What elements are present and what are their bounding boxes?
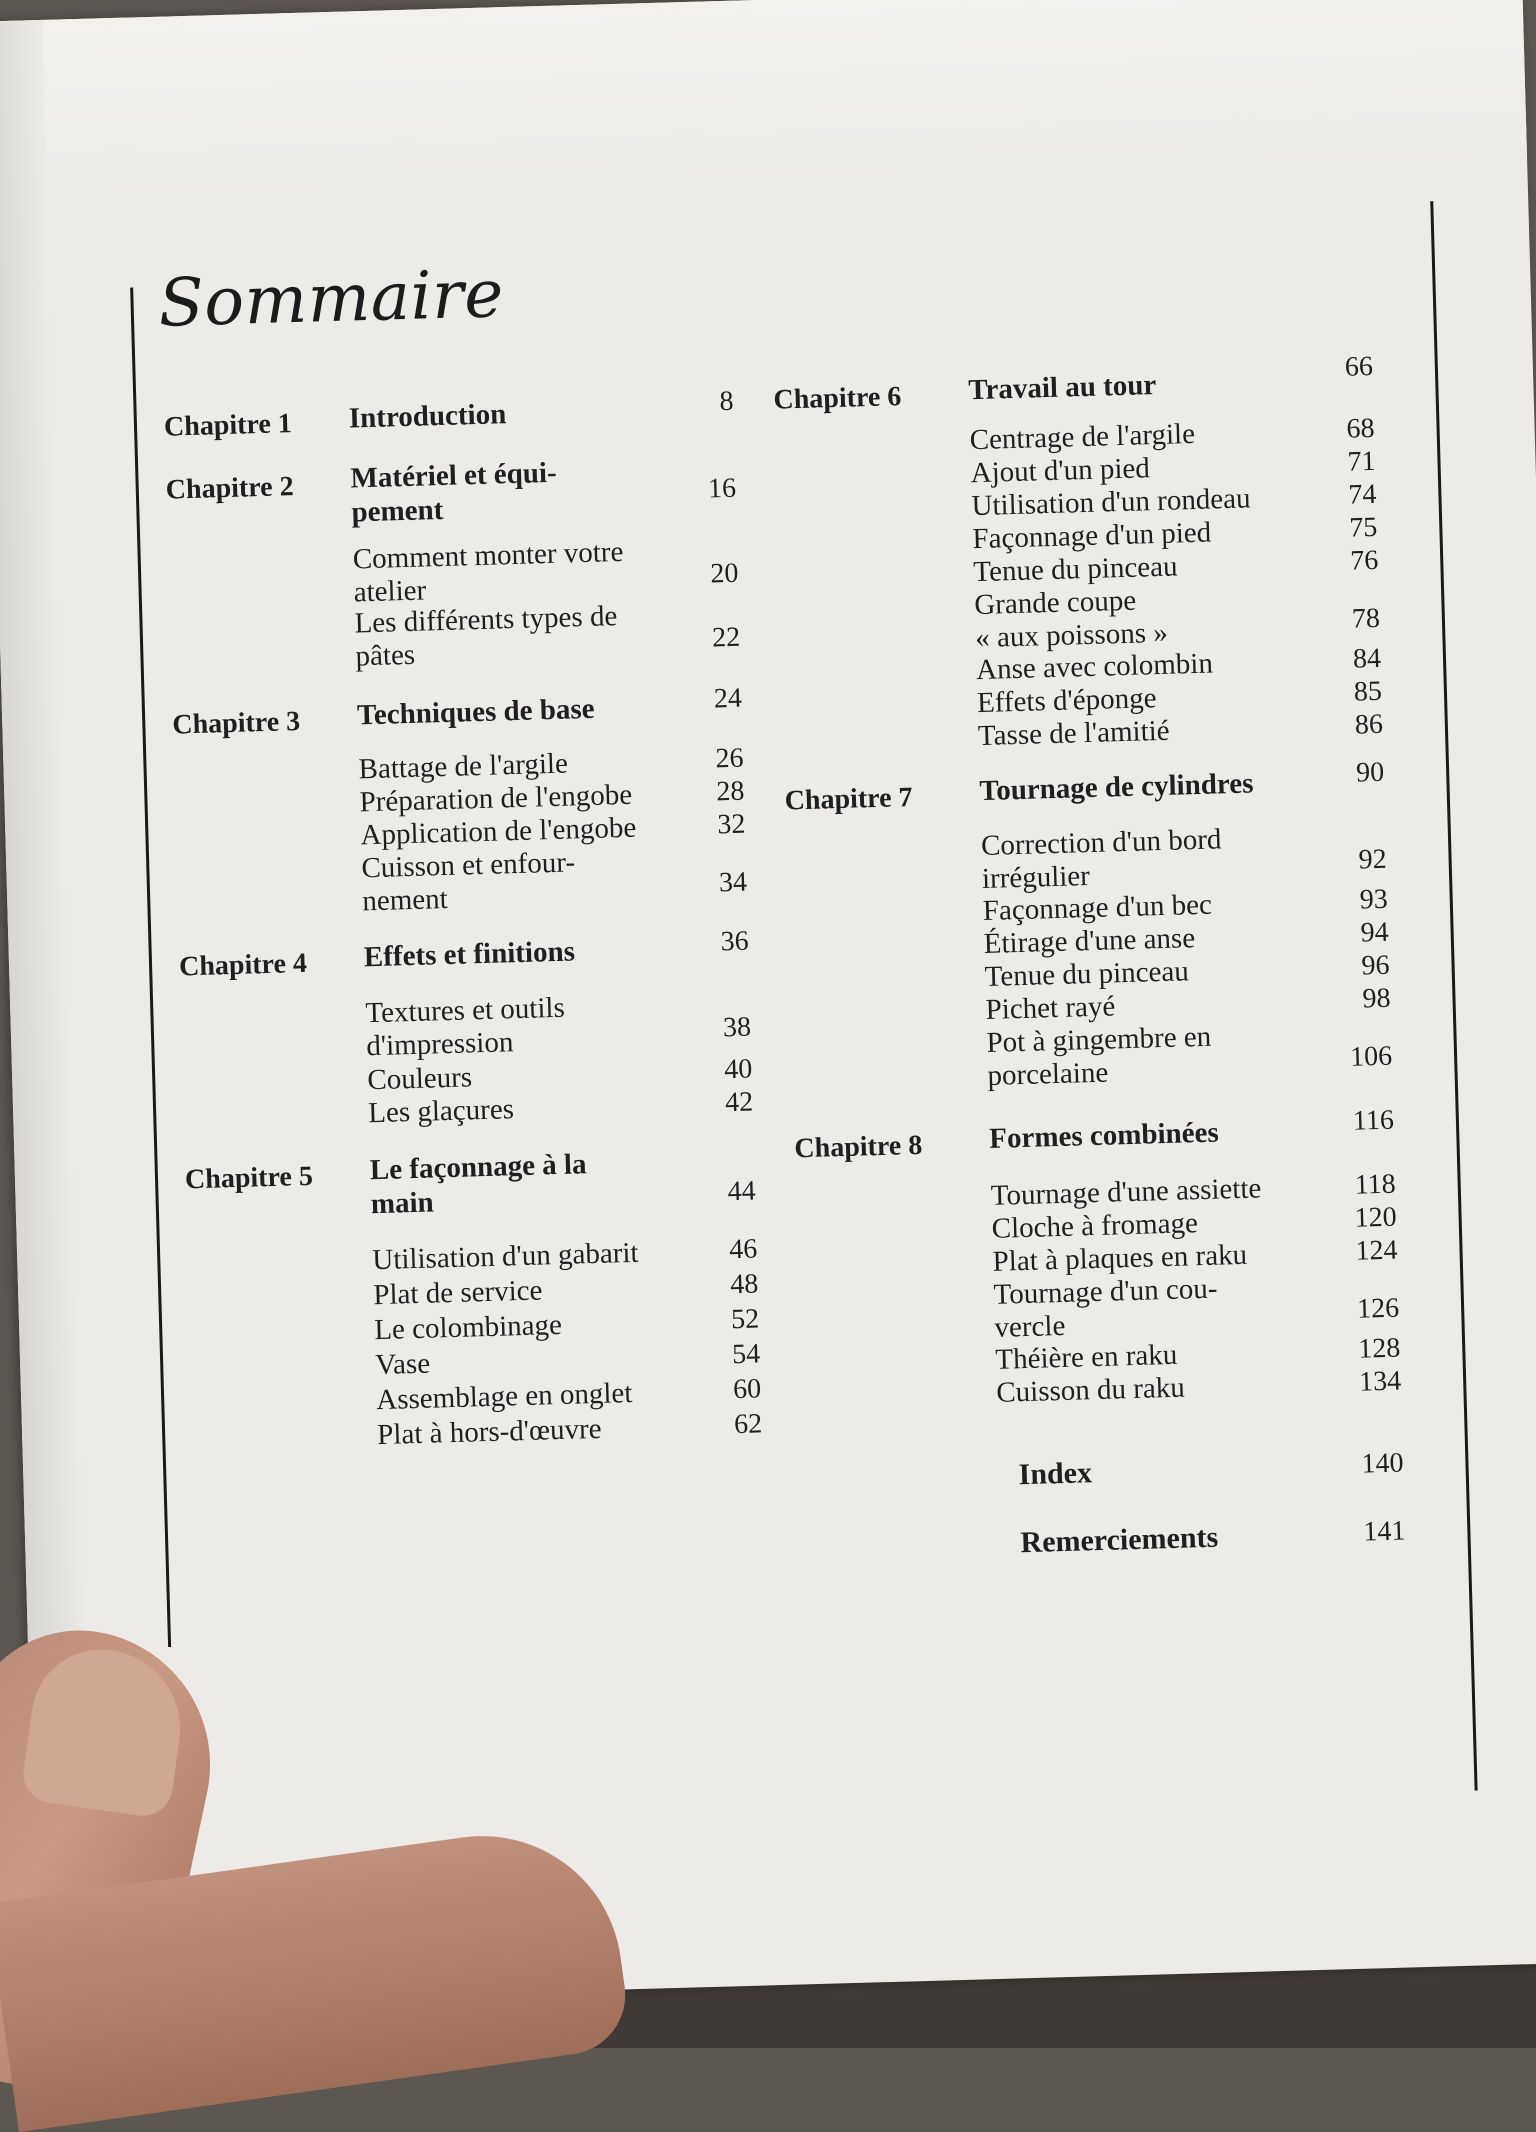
section-entry-label: Textures et outils d'impression	[365, 991, 566, 1063]
section-entry-page-number: 54	[731, 1338, 761, 1371]
chapter-label: Chapitre 6	[773, 381, 902, 416]
section-entry-page-number: 48	[729, 1268, 759, 1301]
section-entry-page-number: 78	[1351, 602, 1381, 635]
chapter-label: Chapitre 1	[163, 408, 293, 443]
section-entry-label: Tasse de l'amitié	[977, 714, 1171, 753]
section-entry-page-number: 38	[722, 1011, 752, 1044]
section-entry-label: Tenue du pinceau	[972, 550, 1178, 589]
section-entry-page-number: 32	[716, 808, 746, 841]
chapter-page-number: 24	[713, 682, 743, 715]
chapter-label: Chapitre 8	[794, 1129, 923, 1165]
section-entry-label: Théière en raku	[994, 1338, 1178, 1376]
section-entry-page-number: 46	[728, 1233, 758, 1266]
section-entry-label: Ajout d'un pied	[970, 452, 1151, 490]
section-entry-page-number: 85	[1353, 675, 1383, 708]
section-entry-label: Anse avec colombin	[975, 647, 1214, 687]
chapter-title: Travail au tour	[967, 368, 1157, 407]
section-entry-label: Battage de l'argile	[358, 747, 569, 786]
section-entry-label: Façonnage d'un pied	[972, 516, 1212, 556]
section-entry-page-number: 75	[1348, 511, 1378, 544]
section-entry-label: Tournage d'une assiette	[990, 1172, 1262, 1212]
section-entry-label: Grande coupe « aux poissons »	[973, 584, 1169, 655]
section-entry-page-number: 94	[1360, 916, 1390, 949]
section-entry-label: Les glaçures	[367, 1093, 515, 1130]
section-entry-label: Façonnage d'un bec	[982, 888, 1213, 928]
section-entry-page-number: 20	[709, 557, 739, 590]
page-title: Sommaire	[157, 255, 505, 342]
back-matter-label: Index	[1018, 1456, 1093, 1492]
chapter-label: Chapitre 3	[171, 706, 301, 741]
section-entry-label: Utilisation d'un gabarit	[371, 1236, 639, 1277]
section-entry-page-number: 124	[1355, 1234, 1398, 1267]
section-entry-page-number: 40	[723, 1053, 753, 1086]
chapter-title: Le façonnage à la main	[369, 1148, 587, 1221]
chapter-title: Formes combinées	[988, 1116, 1220, 1155]
section-entry-page-number: 98	[1362, 982, 1391, 1015]
section-entry-label: Plat à plaques en raku	[992, 1238, 1248, 1278]
chapter-title: Introduction	[348, 398, 507, 435]
section-entry-page-number: 60	[732, 1373, 762, 1406]
section-entry-label: Centrage de l'argile	[969, 417, 1196, 457]
section-entry-page-number: 93	[1359, 883, 1389, 916]
section-entry-label: Étirage d'une anse	[983, 922, 1196, 961]
section-entry-label: Utilisation d'un rondeau	[971, 482, 1251, 523]
section-entry-label: Cuisson du raku	[995, 1371, 1186, 1409]
chapter-label: Chapitre 2	[165, 471, 295, 506]
section-entry-label: Plat à hors-d'œuvre	[376, 1412, 602, 1452]
section-entry-page-number: 84	[1352, 642, 1382, 675]
section-entry-label: Effets d'éponge	[976, 682, 1157, 720]
chapter-page-number: 8	[719, 385, 734, 418]
chapter-title: Effets et finitions	[363, 935, 576, 974]
section-entry-page-number: 42	[724, 1086, 754, 1119]
section-entry-label: Tournage d'un cou- vercle	[993, 1272, 1218, 1344]
section-entry-page-number: 62	[733, 1408, 763, 1441]
chapter-page-number: 90	[1355, 756, 1385, 789]
section-entry-page-number: 26	[715, 742, 744, 775]
section-entry-label: Préparation de l'engobe	[359, 778, 633, 819]
section-entry-label: Les différents types de pâtes	[354, 600, 618, 673]
section-entry-label: Plat de service	[372, 1274, 543, 1312]
section-entry-label: Assemblage en onglet	[375, 1377, 633, 1417]
section-entry-label: Cuisson et enfour- nement	[360, 846, 576, 918]
chapter-label: Chapitre 7	[784, 781, 913, 817]
section-entry-label: Tenue du pinceau	[984, 955, 1190, 993]
section-entry-label: Couleurs	[366, 1061, 473, 1097]
section-entry-page-number: 92	[1358, 843, 1388, 876]
chapter-page-number: 116	[1352, 1104, 1395, 1137]
section-entry-label: Correction d'un bord irrégulier	[980, 823, 1222, 896]
chapter-label: Chapitre 4	[178, 947, 308, 983]
section-entry-page-number: 134	[1358, 1365, 1402, 1398]
section-entry-page-number: 118	[1354, 1168, 1397, 1201]
chapter-page-number: 44	[727, 1175, 757, 1208]
back-matter-page-number: 140	[1361, 1447, 1404, 1480]
section-entry-page-number: 86	[1354, 708, 1384, 741]
section-entry-page-number: 71	[1347, 445, 1376, 478]
section-entry-page-number: 22	[711, 621, 741, 654]
section-entry-page-number: 128	[1357, 1332, 1401, 1365]
section-entry-page-number: 34	[718, 866, 748, 899]
back-matter-label: Remerciements	[1020, 1520, 1219, 1560]
section-entry-page-number: 120	[1354, 1201, 1398, 1234]
chapter-page-number: 66	[1344, 350, 1374, 383]
chapter-title: Tournage de cylindres	[979, 767, 1254, 808]
back-matter-page-number: 141	[1362, 1515, 1406, 1548]
section-entry-page-number: 68	[1346, 412, 1375, 445]
chapter-title: Techniques de base	[356, 692, 595, 732]
chapter-title: Matériel et équi- pement	[350, 456, 558, 529]
section-entry-page-number: 28	[716, 775, 745, 808]
chapter-label: Chapitre 5	[184, 1160, 314, 1196]
chapter-page-number: 16	[707, 472, 737, 505]
section-entry-label: Pot à gingembre en porcelaine	[986, 1020, 1212, 1092]
section-entry-page-number: 52	[730, 1303, 760, 1336]
section-entry-page-number: 74	[1347, 478, 1377, 511]
section-entry-label: Comment monter votre atelier	[352, 535, 624, 609]
section-entry-label: Pichet rayé	[985, 990, 1116, 1026]
page-shading	[0, 0, 1527, 202]
right-vertical-rule	[1430, 201, 1477, 1790]
section-entry-label: Application de l'engobe	[360, 811, 637, 852]
section-entry-page-number: 76	[1349, 544, 1379, 577]
section-entry-label: Le colombinage	[373, 1308, 563, 1347]
chapter-page-number: 36	[720, 925, 750, 958]
section-entry-page-number: 106	[1349, 1040, 1393, 1073]
section-entry-page-number: 126	[1356, 1292, 1400, 1325]
section-entry-label: Cloche à fromage	[991, 1207, 1199, 1245]
section-entry-label: Vase	[374, 1347, 431, 1382]
section-entry-page-number: 96	[1361, 949, 1390, 982]
